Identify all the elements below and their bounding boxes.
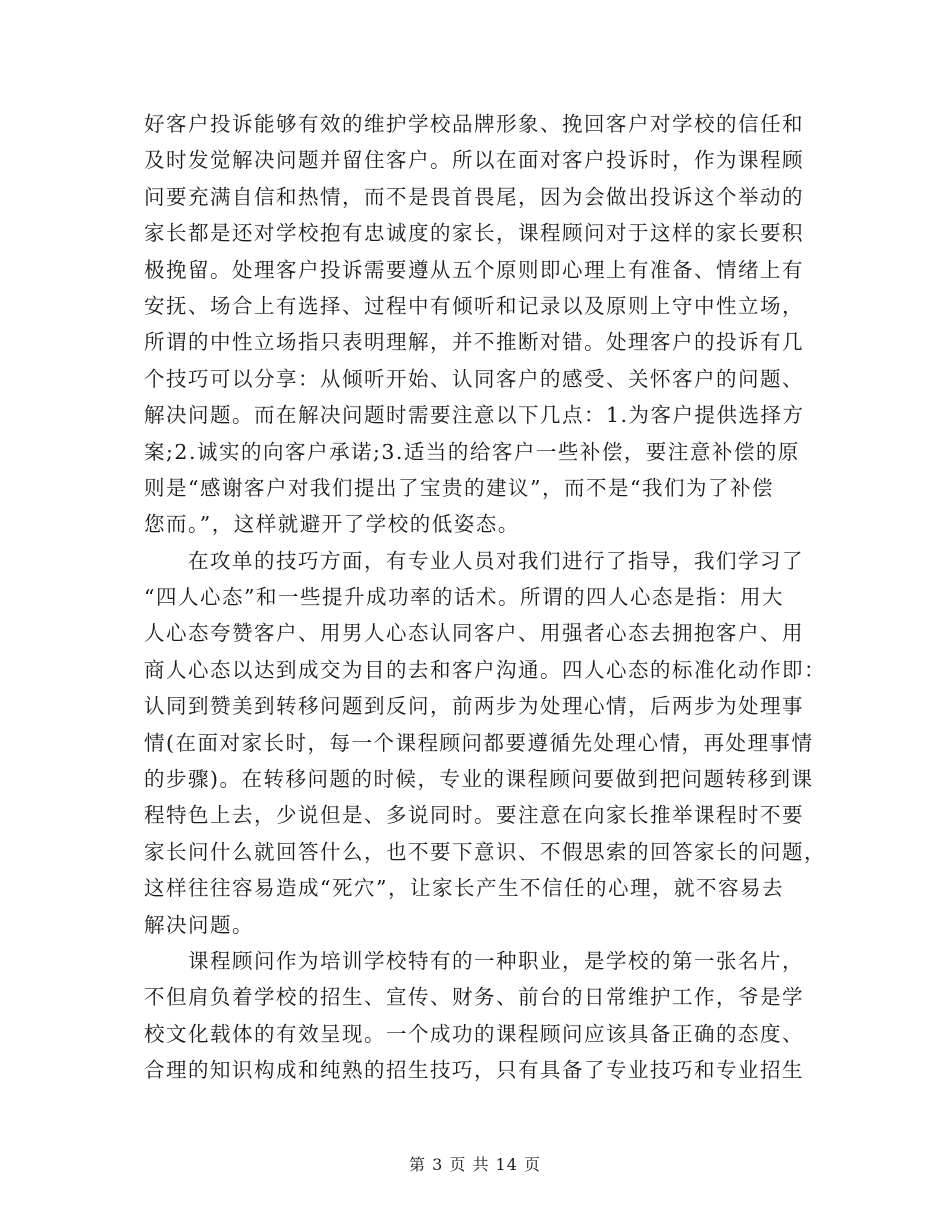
text-line: 您而。”，这样就避开了学校的低姿态。: [144, 512, 520, 537]
text-line: 解决问题。: [144, 912, 254, 937]
document-body: [144, 106, 826, 1089]
text-line: 程特色上去，少说但是、多说同时。要注意在向家长推举课程时不要: [144, 803, 804, 828]
text-line: 合理的知识构成和纯熟的招生技巧，只有具备了专业技巧和专业招生: [144, 1058, 804, 1083]
text-line: 问要充满自信和热情，而不是畏首畏尾，因为会做出投诉这个举动的: [144, 184, 804, 209]
paragraph: [144, 543, 826, 943]
text-line: 家长都是还对学校抱有忠诚度的家长，课程顾问对于这样的家长要积: [144, 221, 804, 246]
text-line: 及时发觉解决问题并留住客户。所以在面对客户投诉时，作为课程顾: [144, 148, 804, 173]
text-line: 课程顾问作为培训学校特有的一种职业，是学校的第一张名片，: [188, 948, 804, 973]
text-line: 的步骤)。在转移问题的时候，专业的课程顾问要做到把问题转移到课: [144, 767, 814, 792]
text-line: 好客户投诉能够有效的维护学校品牌形象、挽回客户对学校的信任和: [144, 112, 804, 136]
text-line: 案;2.诚实的向客户承诺;3.适当的给客户一些补偿，要注意补偿的原: [144, 439, 800, 464]
text-line: 安抚、场合上有选择、过程中有倾听和记录以及原则上守中性立场，: [144, 293, 804, 318]
text-line: 极挽留。处理客户投诉需要遵从五个原则即心理上有准备、情绪上有: [144, 257, 804, 282]
text-line: 人心态夸赞客户、用男人心态认同客户、用强者心态去拥抱客户、用: [144, 621, 804, 646]
paragraph: [144, 106, 804, 543]
text-line: 解决问题。而在解决问题时需要注意以下几点：1.为客户提供选择方: [144, 403, 805, 428]
text-line: 所谓的中性立场指只表明理解，并不推断对错。处理客户的投诉有几: [144, 330, 804, 355]
page-footer: 第 3 页 共 14 页: [409, 1155, 541, 1174]
text-line: 认同到赞美到转移问题到反问，前两步为处理心情，后两步为处理事: [144, 694, 804, 719]
paragraph: [144, 943, 804, 1089]
text-line: 这样往往容易造成“死穴”，让家长产生不信任的心理，就不容易去: [144, 876, 784, 901]
text-line: 校文化载体的有效呈现。一个成功的课程顾问应该具备正确的态度、: [144, 1021, 804, 1046]
text-line: 家长问什么就回答什么，也不要下意识、不假思索的回答家长的问题，: [144, 839, 826, 864]
text-line: 在攻单的技巧方面，有专业人员对我们进行了指导，我们学习了: [188, 548, 804, 573]
text-line: 不但肩负着学校的招生、宣传、财务、前台的日常维护工作，爷是学: [144, 985, 804, 1010]
text-line: 商人心态以达到成交为目的去和客户沟通。四人心态的标准化动作即：: [144, 657, 826, 682]
text-line: 情(在面对家长时，每一个课程顾问都要遵循先处理心情，再处理事情: [144, 730, 814, 755]
text-line: 则是“感谢客户对我们提出了宝贵的建议”，而不是“我们为了补偿: [144, 475, 774, 500]
text-line: 个技巧可以分享：从倾听开始、认同客户的感受、关怀客户的问题、: [144, 366, 804, 391]
text-line: “四人心态”和一些提升成功率的话术。所谓的四人心态是指：用大: [144, 585, 784, 610]
